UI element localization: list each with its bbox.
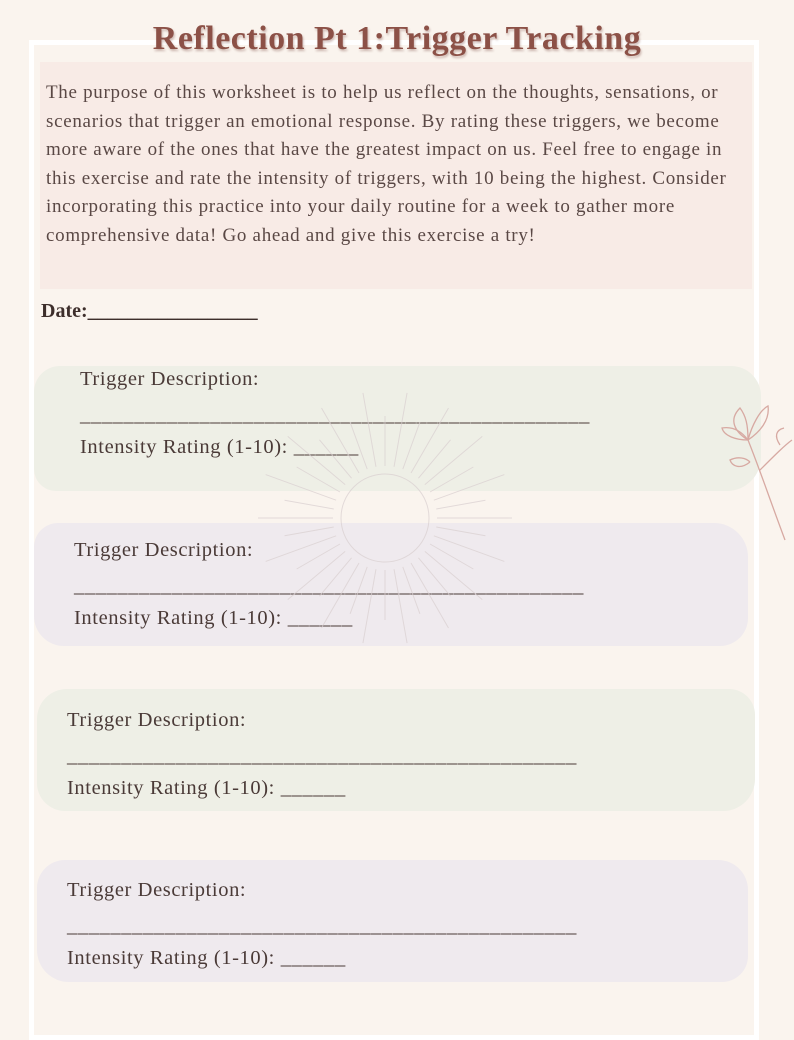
- trigger-description-field[interactable]: _______________________________________________: [80, 404, 590, 426]
- intensity-rating-field[interactable]: Intensity Rating (1-10): ______: [74, 607, 353, 629]
- trigger-card: [34, 523, 748, 646]
- trigger-card: [37, 860, 748, 982]
- trigger-description-label: Trigger Description:: [74, 539, 254, 561]
- date-field[interactable]: Date:_________________: [41, 300, 258, 322]
- trigger-description-field[interactable]: _______________________________________________: [67, 745, 577, 767]
- trigger-description-label: Trigger Description:: [67, 879, 247, 901]
- intensity-rating-field[interactable]: Intensity Rating (1-10): ______: [67, 947, 346, 969]
- intro-paragraph: The purpose of this worksheet is to help us reflect on the thoughts, sensations, or scenarios that trigger an emotional response. By rating these triggers, we become more aware of the ones that have the greatest impact on us. Feel free to engage in this exercise and rate the intensity of triggers, with 10 being the highest. Consider incorporating this practice into your daily routine for a week to gather more comprehensive data! Go ahead and give this exercise a try!: [40, 62, 752, 289]
- trigger-description-field[interactable]: _______________________________________________: [67, 915, 577, 937]
- trigger-description-field[interactable]: _______________________________________________: [74, 575, 584, 597]
- page-title: Reflection Pt 1:Trigger Tracking: [152, 20, 642, 57]
- trigger-description-label: Trigger Description:: [67, 709, 247, 731]
- trigger-description-label: Trigger Description:: [80, 368, 260, 390]
- intensity-rating-field[interactable]: Intensity Rating (1-10): ______: [80, 436, 359, 458]
- trigger-card: [34, 366, 761, 491]
- intensity-rating-field[interactable]: Intensity Rating (1-10): ______: [67, 777, 346, 799]
- trigger-card: [37, 689, 755, 811]
